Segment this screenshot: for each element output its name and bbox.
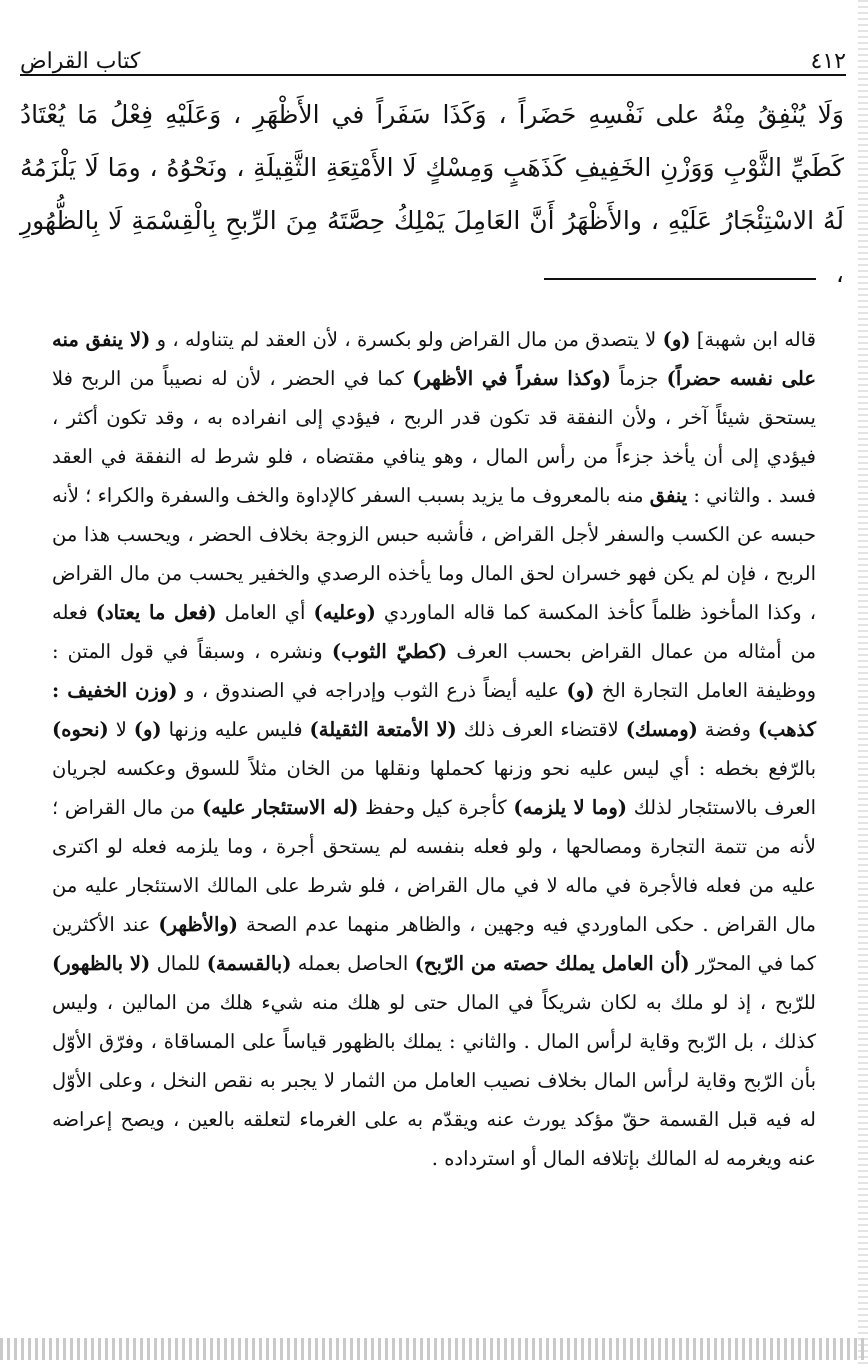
commentary-quote: (كطيّ الثوب) bbox=[331, 640, 448, 663]
commentary-quote: (فعل ما يعتاد) bbox=[95, 601, 217, 624]
commentary-text: عند الأكثرين كما في المحرّر bbox=[52, 913, 817, 975]
scan-border-right bbox=[858, 0, 868, 1368]
commentary-text: لاقتضاء العرف ذلك bbox=[456, 718, 626, 741]
commentary-quote: (بالقسمة) bbox=[206, 952, 292, 975]
commentary-quote: (وكذا سفراً في الأظهر) bbox=[412, 367, 612, 390]
commentary-text: بالرّفع بخطه : أي ليس عليه نحو وزنها كحملها ونقلها من الخان مثلاً للسوق وعكسه لجريان العرف بالاستئجار لذلك bbox=[52, 757, 816, 819]
page-number: ٤١٢ bbox=[810, 49, 846, 74]
commentary-text: كأجرة كيل وحفظ bbox=[358, 796, 514, 819]
commentary-quote: (لا ينفق منه على نفسه حضراً) bbox=[52, 328, 816, 390]
commentary-text: للمال bbox=[150, 952, 207, 975]
scan-border-bottom bbox=[0, 1338, 868, 1360]
commentary-quote: (ومسك) bbox=[625, 718, 698, 741]
commentary-text: جزماً bbox=[611, 367, 667, 390]
commentary-text: منه بالمعروف ما يزيد بسبب السفر كالإداوة والخف والسفرة والكراء ؛ لأنه حبسه عن الكسب والسفر لأجل القراض ، فأشبه حبس الزوجة بخلاف الحضر ، ويحسب هذا من الربح ، فإن لم يكن فهو خسران لحق المال وما يأخذه الرصدي والخفير يحسب من مال القراض ، وكذا المأخوذ ظلماً كأخذ المكسة كما قاله الماوردي bbox=[51, 484, 816, 624]
commentary-quote: (وزن الخفيف : كذهب) bbox=[52, 679, 817, 741]
commentary-text: لا يتصدق من مال القراض ولو بكسرة ، لأن العقد لم يتناوله ، و bbox=[150, 328, 663, 351]
commentary-quote: (وعليه) bbox=[313, 601, 376, 624]
section-divider bbox=[544, 278, 816, 280]
commentary-text: فعله من أمثاله من عمال القراض بحسب العرف bbox=[52, 601, 817, 663]
commentary-quote: (له الاستئجار عليه) bbox=[201, 796, 359, 819]
commentary-text: الحاصل بعمله bbox=[291, 952, 415, 975]
header-rule bbox=[20, 74, 846, 76]
commentary-text: عليه أيضاً ذرع الثوب وإدراجه في الصندوق ، و bbox=[177, 679, 567, 702]
commentary-paragraph bbox=[52, 320, 816, 1178]
commentary-quote: (لا بالظهور) bbox=[52, 952, 151, 975]
commentary-quote: (أن العامل يملك حصته من الرّبح) bbox=[414, 952, 690, 975]
commentary-text: أي العامل bbox=[216, 601, 314, 624]
commentary-text: فليس عليه وزنها bbox=[161, 718, 310, 741]
commentary-text: للرّبح ، إذ لو ملك به لكان شريكاً في المال حتى لو هلك منه شيء هلك من المالين ، وليس كذلك ، بل الرّبح وقاية لرأس المال . والثاني : يملك بالظهور قياساً على المساقاة ، وفرّق الأوّل بأن الرّبح وقاية لرأس المال بخلاف نصيب العامل من الثمار لا يجبر به نقص النخل ، وعلى الأوّل له فيه قبل القسمة حقّ مؤكد يورث عنه ويقدّم به على الغرماء لتعلقه بالعين ، ويصح إعراضه عنه ويغرمه له المالك بإتلافه المال أو استرداده . bbox=[52, 991, 816, 1170]
commentary-quote: (وما لا يلزمه) bbox=[513, 796, 627, 819]
commentary-quote: (لا الأمتعة الثقيلة) bbox=[309, 718, 457, 741]
commentary-text: لا bbox=[108, 718, 134, 741]
commentary-quote: (و) bbox=[662, 328, 691, 351]
commentary-quote: (نحوه) bbox=[52, 718, 109, 741]
commentary-text: كما في الحضر ، لأن له نصيباً من الربح فلا يستحق شيئاً آخر ، ولأن النفقة قد تكون قدر الربح ، فيؤدي إلى انفراده به ، وقد تكون أكثر ، فيؤدي إلى أن يأخذ جزءاً من رأس المال ، وهو ينافي مقتضاه ، فلو شرط له النفقة في العقد فسد . والثاني : bbox=[52, 367, 816, 507]
commentary-text: من مال القراض ؛ لأنه من تتمة التجارة ومصالحها ، ولو فعله بنفسه لم يستحق أجرة ، وما يلزمه فعله لو اكترى عليه من فعله فالأجرة في ماله لا في مال القراض ، فلو شرط على المالك الاستئجار عليه من مال القراض . حكى الماوردي فيه وجهين ، والظاهر منهما عدم الصحة bbox=[52, 796, 817, 936]
commentary-text: قاله ابن شهبة] bbox=[690, 328, 816, 351]
commentary-text: ونشره ، وسبقاً في قول المتن : ووظيفة العامل التجارة الخ bbox=[52, 640, 817, 702]
matn-text: وَلَا يُنْفِقُ مِنْهُ على نَفْسِهِ حَضَراً ، وَكَذَا سَفَراً في الأَظْهَرِ ، وَعَلَيْهِ فِعْلُ مَا يُعْتَادُ كَطَيِّ الثَّوْبِ وَوَزْنِ الخَفِيفِ كَذَهَبٍ وَمِسْكٍ لَا الأَمْتِعَةِ الثَّقِيلَةِ ، ونَحْوُهُ ، ومَا لَا يَلْزَمُهُ لَهُ الاسْتِئْجَارُ عَلَيْهِ ، والأَظْهَرُ أَنَّ العَامِلَ يَمْلِكُ حِصَّتَهُ مِنَ الرِّبحِ بِالْقِسْمَةِ لَا بِالظُّهُورِ ، bbox=[20, 100, 844, 288]
page-header bbox=[20, 30, 846, 74]
commentary-quote: (و) bbox=[133, 718, 162, 741]
commentary-quote: (و) bbox=[566, 679, 595, 702]
running-title: كتاب القراض bbox=[20, 49, 141, 74]
commentary-quote: ينفق bbox=[649, 484, 688, 507]
commentary bbox=[52, 320, 816, 1178]
commentary-text: وفضة bbox=[697, 718, 758, 741]
commentary-quote: (والأظهر) bbox=[158, 913, 239, 936]
